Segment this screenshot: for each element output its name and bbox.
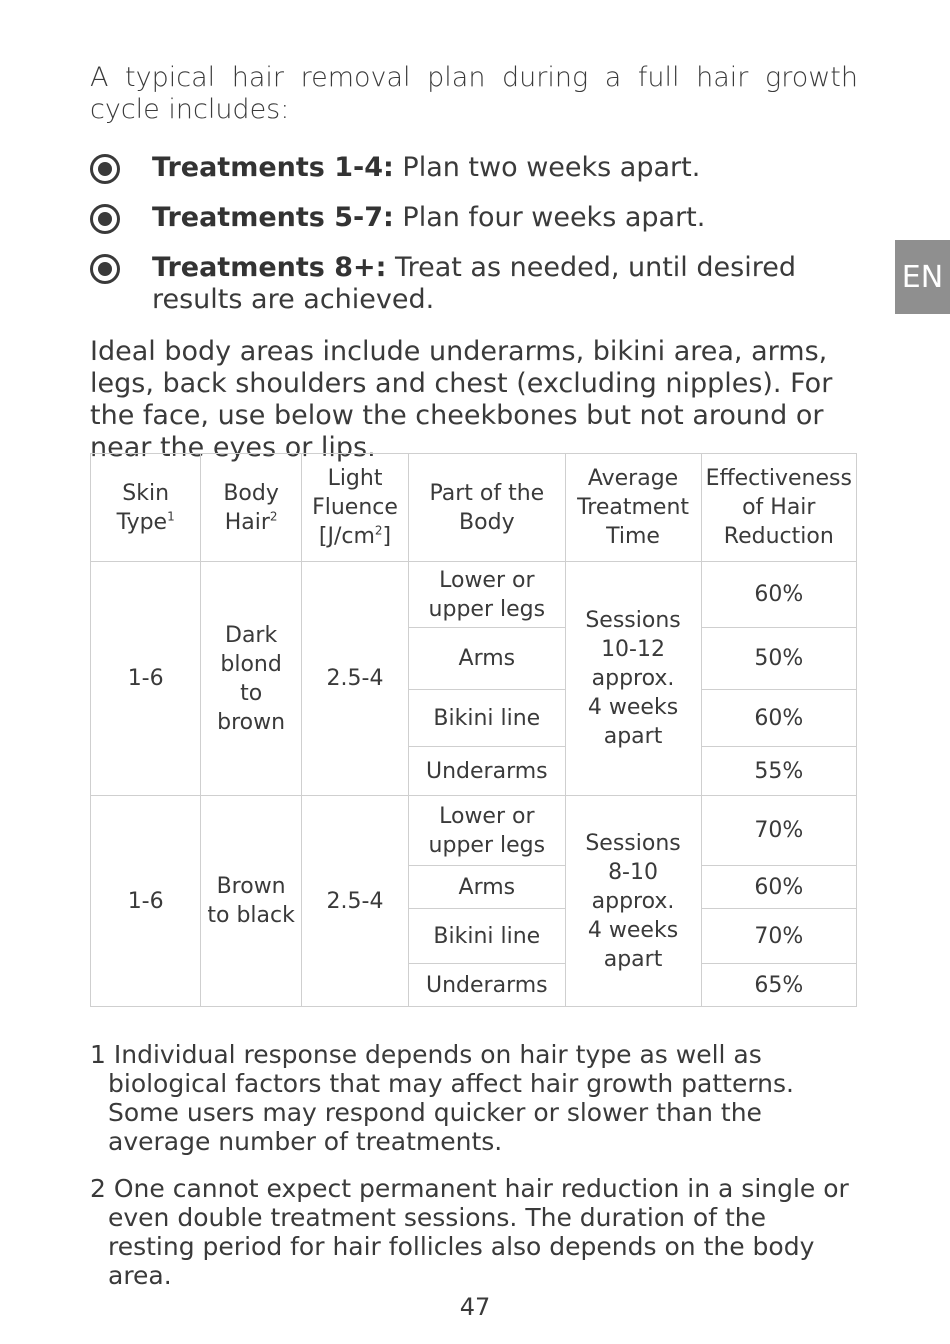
list-item (90, 202, 860, 234)
cell-body-part: Lower or upper legs (409, 562, 565, 628)
cell-body-part: Bikini line (409, 690, 565, 747)
radio-bullet-icon (90, 254, 120, 284)
page-number: 47 (459, 1293, 491, 1321)
treatment-table (90, 453, 857, 1007)
intro-paragraph: A typical hair removal plan during a full hair growth cycle includes: (90, 62, 858, 125)
header-body-hair: Body Hair$^2$ (201, 454, 302, 562)
cell-fluence: 2.5-4 (301, 796, 408, 1007)
list-item (90, 152, 860, 184)
cell-effectiveness: 70% (701, 909, 856, 964)
cell-body-hair: Dark blond to brown (201, 562, 302, 796)
body-areas-paragraph: Ideal body areas include underarms, bikini area, arms, legs, back shoulders and chest (excluding nipples). For the face, use below the cheekbones but not around or near the eyes or lips. (90, 336, 833, 463)
cell-effectiveness: 60% (701, 562, 856, 628)
cell-effectiveness: 70% (701, 796, 856, 866)
footnotes (90, 1040, 860, 1308)
bullet-text: Treat as needed, until desired results are achieved. (152, 252, 796, 315)
cell-body-part: Arms (409, 628, 565, 690)
list-item (90, 252, 860, 316)
table-row (91, 796, 857, 866)
cell-body-part: Lower or upper legs (409, 796, 565, 866)
radio-bullet-icon (90, 204, 120, 234)
bullet-text: Plan four weeks apart. (393, 202, 706, 233)
cell-effectiveness: 60% (701, 690, 856, 747)
header-body-part: Part of the Body (409, 454, 565, 562)
cell-skin-type: 1-6 (91, 562, 201, 796)
header-light-fluence: Light Fluence $[J/cm^2]$ (301, 454, 408, 562)
header-effectiveness: Effectiveness of Hair Reduction (701, 454, 856, 562)
cell-skin-type: 1-6 (91, 796, 201, 1007)
cell-body-part: Underarms (409, 747, 565, 796)
cell-treatment-time: Sessions 10-12 approx. 4 weeks apart (565, 562, 701, 796)
table-row (91, 562, 857, 628)
bullet-heading: Treatments 5-7: (152, 202, 394, 233)
bullet-text: Plan two weeks apart. (393, 152, 701, 183)
cell-body-part: Underarms (409, 964, 565, 1007)
bullet-heading: Treatments 1-4: (152, 152, 394, 183)
header-treatment-time: Average Treatment Time (565, 454, 701, 562)
cell-body-part: Arms (409, 866, 565, 909)
cell-effectiveness: 65% (701, 964, 856, 1007)
cell-effectiveness: 50% (701, 628, 856, 690)
cell-fluence: 2.5-4 (301, 562, 408, 796)
radio-bullet-icon (90, 154, 120, 184)
table-header-row (91, 454, 857, 562)
treatment-plan-list (90, 152, 860, 334)
cell-effectiveness: 55% (701, 747, 856, 796)
language-tab: EN (895, 240, 950, 314)
cell-treatment-time: Sessions 8-10 approx. 4 weeks apart (565, 796, 701, 1007)
cell-body-hair: Brown to black (201, 796, 302, 1007)
footnote-1: 1 Individual response depends on hair type as well as biological factors that may affect hair growth patterns. Some users may respond quicker or slower than the average number of treatments. (90, 1040, 794, 1156)
footnote-2: 2 One cannot expect permanent hair reduction in a single or even double treatment sessions. The duration of the resting period for hair follicles also depends on the body area. (90, 1174, 849, 1290)
header-skin-type: Skin Type$^1$ (91, 454, 201, 562)
bullet-heading: Treatments 8+: (152, 252, 387, 283)
cell-effectiveness: 60% (701, 866, 856, 909)
cell-body-part: Bikini line (409, 909, 565, 964)
